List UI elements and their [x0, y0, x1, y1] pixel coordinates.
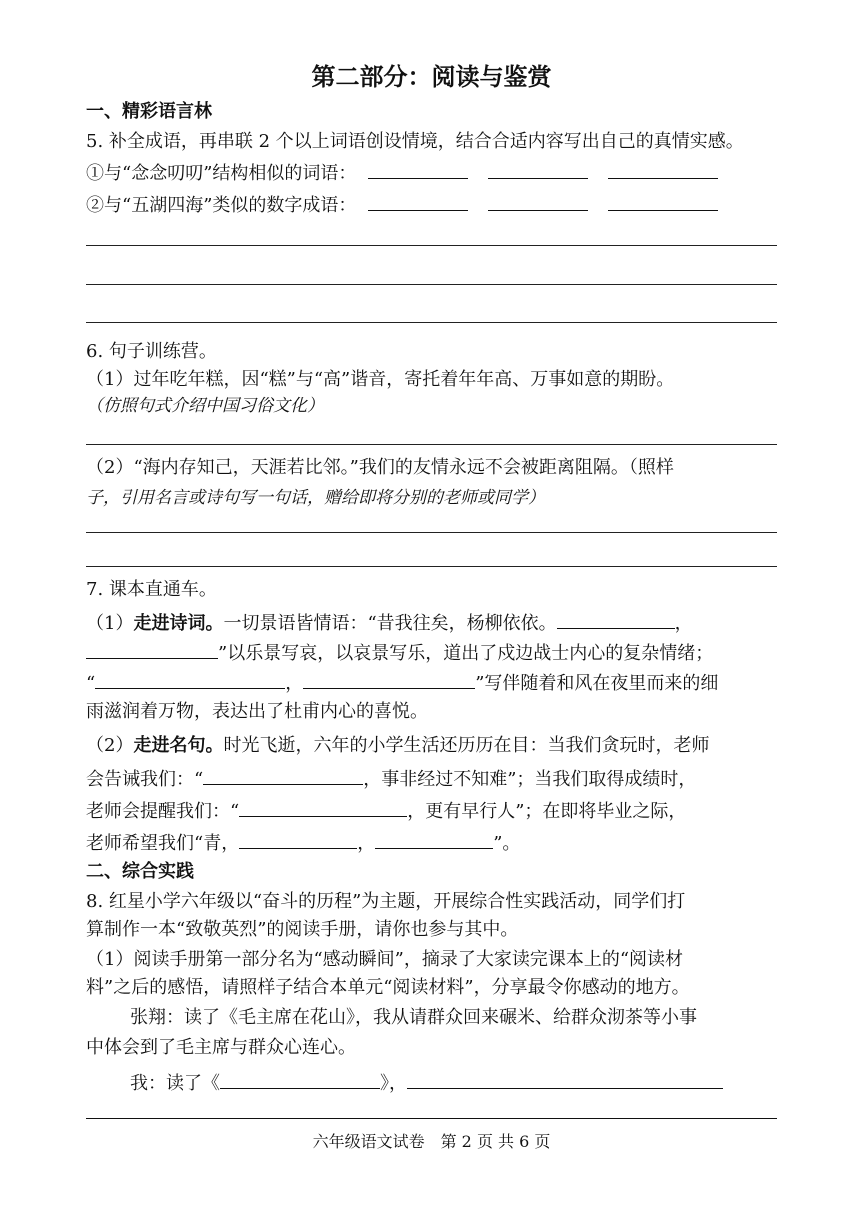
q8-example-line1: 张翔：读了《毛主席在花山》，我从请群众回来碾米、给群众沏茶等小事	[130, 1007, 697, 1028]
q8-example-line2: 中体会到了毛主席与群众心连心。	[86, 1037, 356, 1058]
q7-part2-text: 老师希望我们“青，	[86, 833, 240, 854]
q7-part2-text: ”。	[493, 833, 521, 854]
answer-blank[interactable]	[608, 190, 718, 211]
answer-line[interactable]	[86, 322, 777, 323]
q5-prompt: 5. 补全成语，再串联 2 个以上词语创设情境，结合合适内容写出自己的真情实感。	[86, 131, 744, 152]
answer-blank[interactable]	[375, 828, 493, 849]
q7-part1-comma: ，	[285, 673, 304, 694]
q7-part2-text: ，事非经过不知难”；当我们取得成绩时，	[363, 769, 697, 790]
q7-part2-text: 老师会提醒我们：“	[86, 801, 240, 822]
q8-part1-line1: （1）阅读手册第一部分名为“感动瞬间”，摘录了大家读完课本上的“阅读材	[86, 949, 684, 970]
answer-line[interactable]	[86, 532, 777, 533]
answer-line[interactable]	[86, 284, 777, 285]
q7-part1-text: 一切景语皆情语：“昔我往矣，杨柳依依。	[223, 613, 557, 634]
q7-part2-line3	[86, 796, 773, 826]
q8-my-answer-comma: 》，	[380, 1073, 407, 1094]
answer-blank[interactable]	[220, 1068, 380, 1089]
q8-my-answer-text: 我：读了《	[130, 1073, 220, 1094]
section-heading-1: 一、精彩语言林	[86, 101, 212, 122]
answer-blank[interactable]	[95, 668, 285, 689]
q7-part1-heading: 走进诗词。	[133, 613, 224, 634]
q7-prompt: 7. 课本直通车。	[86, 579, 217, 600]
q6-prompt: 6. 句子训练营。	[86, 341, 217, 362]
q6-part1-line1: （1）过年吃年糕，因“糕”与“高”谐音，寄托着年年高、万事如意的期盼。	[86, 369, 675, 390]
q7-part2-number: （2）	[86, 735, 134, 756]
q7-part1-comma: ，	[674, 613, 693, 634]
q7-part2-comma: ，	[357, 833, 376, 854]
answer-line[interactable]	[86, 245, 777, 246]
q7-part2-line1	[86, 732, 773, 760]
q8-line2: 算制作一本“致敬英烈”的阅读手册，请你也参与其中。	[86, 919, 519, 940]
q7-part1-line3	[86, 668, 773, 698]
page-title: 第二部分：阅读与鉴赏	[311, 63, 552, 91]
q6-part1-line2: （仿照句式介绍中国习俗文化）	[86, 396, 324, 416]
q7-part2-text: 时光飞逝，六年的小学生活还历历在目：当我们贪玩时，老师	[223, 735, 710, 756]
answer-blank[interactable]	[407, 1068, 723, 1089]
section-heading-2: 二、综合实践	[86, 861, 194, 882]
q7-part1-number: （1）	[86, 613, 134, 634]
q7-part1-text: ”以乐景写哀，以哀景写乐，道出了戍边战士内心的复杂情绪；	[218, 643, 714, 664]
q6-part2-line2: 子，引用名言或诗句写一句话，赠给即将分别的老师或同学）	[86, 488, 545, 508]
answer-blank[interactable]	[368, 158, 468, 179]
answer-line[interactable]	[86, 566, 777, 567]
q7-part2-text: 会告诫我们：“	[86, 769, 204, 790]
answer-line[interactable]	[86, 444, 777, 445]
q8-line1: 8. 红星小学六年级以“奋斗的历程”为主题，开展综合性实践活动，同学们打	[86, 891, 686, 912]
answer-blank[interactable]	[203, 764, 363, 785]
q5-item-2	[86, 190, 773, 220]
q7-part1-line4: 雨滋润着万物，表达出了杜甫内心的喜悦。	[86, 701, 428, 722]
page-footer: 六年级语文试卷 第 2 页 共 6 页	[312, 1132, 551, 1151]
q7-part2-line4	[86, 828, 773, 858]
answer-blank[interactable]	[488, 190, 588, 211]
q5-item-2-text: ②与“五湖四海”类似的数字成语：	[86, 195, 357, 216]
answer-blank[interactable]	[488, 158, 588, 179]
footer-divider	[86, 1118, 777, 1119]
q8-my-answer	[130, 1068, 773, 1098]
answer-blank[interactable]	[368, 190, 468, 211]
q7-part1-quote: “	[86, 673, 96, 694]
q5-item-1-text: ①与“念念叨叨”结构相似的词语：	[86, 163, 357, 184]
q7-part2-text: ，更有早行人”；在即将毕业之际，	[407, 801, 687, 822]
q8-part1-line2: 料”之后的感悟，请照样子结合本单元“阅读材料”，分享最令你感动的地方。	[86, 977, 690, 998]
answer-blank[interactable]	[239, 796, 407, 817]
q7-part1-text: ”写伴随着和风在夜里而来的细	[475, 673, 719, 694]
q7-part2-line2	[86, 764, 773, 794]
q7-part1-line2	[86, 638, 773, 668]
q5-item-1	[86, 158, 773, 188]
answer-blank[interactable]	[303, 668, 475, 689]
answer-blank[interactable]	[239, 828, 357, 849]
q7-part1-line1	[86, 608, 773, 638]
q6-part2-line1: （2）“海内存知己，天涯若比邻。”我们的友情永远不会被距离阻隔。（照样	[86, 457, 674, 478]
answer-blank[interactable]	[608, 158, 718, 179]
answer-blank[interactable]	[557, 608, 675, 629]
answer-blank[interactable]	[86, 638, 218, 659]
q7-part2-heading: 走进名句。	[133, 735, 224, 756]
